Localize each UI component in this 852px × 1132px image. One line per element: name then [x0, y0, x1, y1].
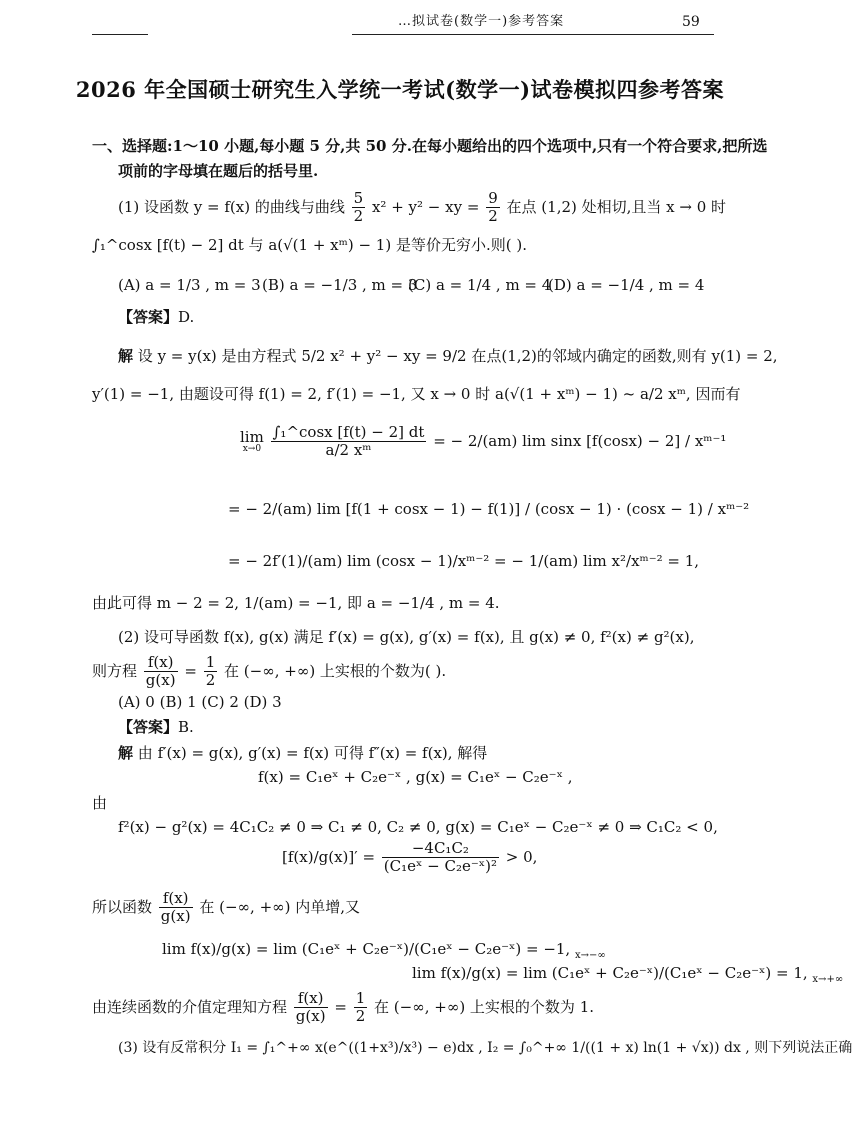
q1-solution-line2: y′(1) = −1, 由题设可得 f(1) = 2, f′(1) = −1, 又 x → 0 时 a(√(1 + xᵐ) − 1) ~ a/2 xᵐ, 因而有: [92, 385, 741, 403]
q1-option-b: (B) a = −1/3 , m = 3: [262, 276, 418, 294]
running-header: …拟试卷(数学一)参考答案: [398, 14, 565, 29]
section-heading-line1: 一、选择题:1～10 小题,每小题 5 分,共 50 分.在每小题给出的四个选项中,只有一个符合要求,把所选: [92, 137, 768, 155]
q1-solution-label: 解: [118, 347, 134, 365]
q1-equation-1: [240, 424, 726, 460]
q2-limit-right-text: lim f(x)/g(x) = lim (C₁eˣ + C₂e⁻ˣ)/(C₁eˣ − C₂e⁻ˣ) = 1,: [412, 964, 808, 982]
header-rule: [352, 34, 714, 35]
q1-frac-9-2: $\frac{9}{2}$: [488, 189, 498, 226]
q1-answer: [118, 306, 194, 329]
q2-derivative-tail: > 0,: [505, 847, 538, 866]
section-heading-line2: 项前的字母填在题后的括号里.: [118, 162, 319, 180]
q1-solution-text1: 设 y = y(x) 是由方程式 5/2 x² + y² − xy = 9/2 在点(1,2)的邻域内确定的函数,则有 y(1) = 2,: [137, 347, 778, 365]
header-left-rule: [92, 34, 148, 35]
q2-monotone-line: [92, 890, 360, 926]
q1-solution-line1: [118, 345, 778, 368]
q1-answer-value: D.: [178, 308, 195, 326]
q2-conclusion-half: $\frac{1}{2}$: [355, 989, 366, 1026]
q1-option-a: (A) a = 1/3 , m = 3: [118, 276, 261, 294]
paper-title: 2026 年全国硕士研究生入学统一考试(数学一)试卷模拟四参考答案: [75, 77, 725, 102]
q1-eq1-lhs-fraction: $\frac{\text{∫₁\textasciicircum{}cosx [f(t) − 2] dt}}{\text{a/2 xᵐ}}$: [272, 423, 425, 460]
q1-equation-2: = − 2/(am) lim [f(1 + cosx − 1) − f(1)] / (cosx − 1) · (cosx − 1) / xᵐ⁻²: [228, 500, 750, 518]
q2-answer-value: B.: [178, 718, 194, 736]
q2-answer: [118, 716, 194, 739]
q2-stem-line2: [92, 654, 446, 690]
q2-derivative-fraction: $\frac{\text{−4C₁C₂}}{\text{(C₁eˣ − C₂e⁻ˣ)²}}$: [383, 839, 497, 876]
q2-limit-right-sub: x→+∞: [812, 974, 844, 985]
q1-option-d: (D) a = −1/4 , m = 4: [548, 276, 705, 294]
q2-solution-label: 解: [118, 744, 134, 762]
q1-eq1-lim: lim x→0: [240, 427, 264, 455]
q1-eq1-rhs: = − 2/(am) lim sinx [f(cosx) − 2] / xᵐ⁻¹: [433, 431, 727, 450]
q2-limit-left-sub: x→−∞: [574, 950, 606, 961]
q2-monotone-fraction: $\frac{f(x)}{g(x)}$: [160, 889, 191, 926]
q2-frac-f-over-g: $\frac{f(x)}{g(x)}$: [145, 653, 176, 690]
q2-options: (A) 0 (B) 1 (C) 2 (D) 3: [118, 693, 282, 711]
q1-conclusion: 由此可得 m − 2 = 2, 1/(am) = −1, 即 a = −1/4 , m = 4.: [92, 594, 500, 612]
q2-conclusion-c: 在 (−∞, +∞) 上实根的个数为 1.: [374, 997, 595, 1016]
q1-answer-tag: 【答案】: [118, 308, 179, 326]
q1-stem-b: x² + y² − xy =: [371, 197, 480, 216]
q1-stem-line1: [118, 190, 726, 226]
q2-limit-minus-inf: [162, 938, 606, 963]
q1-stem-c: 在点 (1,2) 处相切,且当 x → 0 时: [506, 197, 727, 216]
q2-solution-line3: f²(x) − g²(x) = 4C₁C₂ ≠ 0 ⇒ C₁ ≠ 0, C₂ ≠ 0, g(x) = C₁eˣ − C₂e⁻ˣ ≠ 0 ⇒ C₁C₂ < 0,: [118, 818, 718, 836]
q1-frac-5-2: $\frac{5}{2}$: [353, 189, 364, 226]
q2-limit-plus-inf: [412, 962, 843, 987]
q2-answer-tag: 【答案】: [118, 718, 179, 736]
q3-stem: (3) 设有反常积分 I₁ = ∫₁^+∞ x(e^((1+x³)/x³) − e)dx , I₂ = ∫₀^+∞ 1/((1 + x) ln(1 + √x)) dx , 则下列说法正确: [118, 1040, 852, 1056]
q2-solution-line2: f(x) = C₁eˣ + C₂e⁻ˣ , g(x) = C₁eˣ − C₂e⁻ˣ ,: [258, 768, 573, 786]
page-number: 59: [682, 14, 700, 30]
q1-stem-a: (1) 设函数 y = f(x) 的曲线与曲线: [118, 197, 345, 216]
q2-monotone-a: 所以函数: [92, 897, 153, 916]
q1-stem-line2: ∫₁^cosx [f(t) − 2] dt 与 a(√(1 + xᵐ) − 1) 是等价无穷小.则( ).: [92, 236, 527, 254]
q2-stem-c: 在 (−∞, +∞) 上实根的个数为( ).: [224, 661, 447, 680]
q2-monotone-b: 在 (−∞, +∞) 内单增,又: [199, 897, 361, 916]
q2-solution-text1: 由 f′(x) = g(x), g′(x) = f(x) 可得 f″(x) = f(x), 解得: [137, 744, 488, 762]
q2-frac-half: $\frac{1}{2}$: [205, 653, 216, 690]
q2-derivative-equation: [f(x)/g(x)]′ = $\frac{\text{−4C₁C₂}}{\text{(C₁eˣ − C₂e⁻ˣ)²}}$ > 0,: [282, 839, 538, 876]
q2-limit-left-text: lim f(x)/g(x) = lim (C₁eˣ + C₂e⁻ˣ)/(C₁eˣ − C₂e⁻ˣ) = −1,: [162, 940, 571, 958]
q2-solution-line1: [118, 742, 487, 765]
q2-conclusion-eq: =: [334, 997, 347, 1016]
q2-stem-a: 则方程: [92, 661, 138, 680]
q1-equation-3: = − 2f′(1)/(am) lim (cosx − 1)/xᵐ⁻² = − 1/(am) lim x²/xᵐ⁻² = 1,: [228, 552, 700, 570]
q2-conclusion-fraction: $\frac{f(x)}{g(x)}$: [295, 989, 326, 1026]
q2-stem-line1: (2) 设可导函数 f(x), g(x) 满足 f′(x) = g(x), g′(x) = f(x), 且 g(x) ≠ 0, f²(x) ≠ g²(x),: [118, 628, 695, 646]
q2-derivative-lhs: [f(x)/g(x)]′: [282, 847, 358, 866]
q2-conclusion-a: 由连续函数的介值定理知方程: [92, 997, 288, 1016]
q1-option-c: (C) a = 1/4 , m = 4: [408, 276, 552, 294]
q2-stem-eq: =: [184, 661, 197, 680]
q2-conclusion: [92, 990, 594, 1026]
q2-you: 由: [92, 794, 108, 812]
